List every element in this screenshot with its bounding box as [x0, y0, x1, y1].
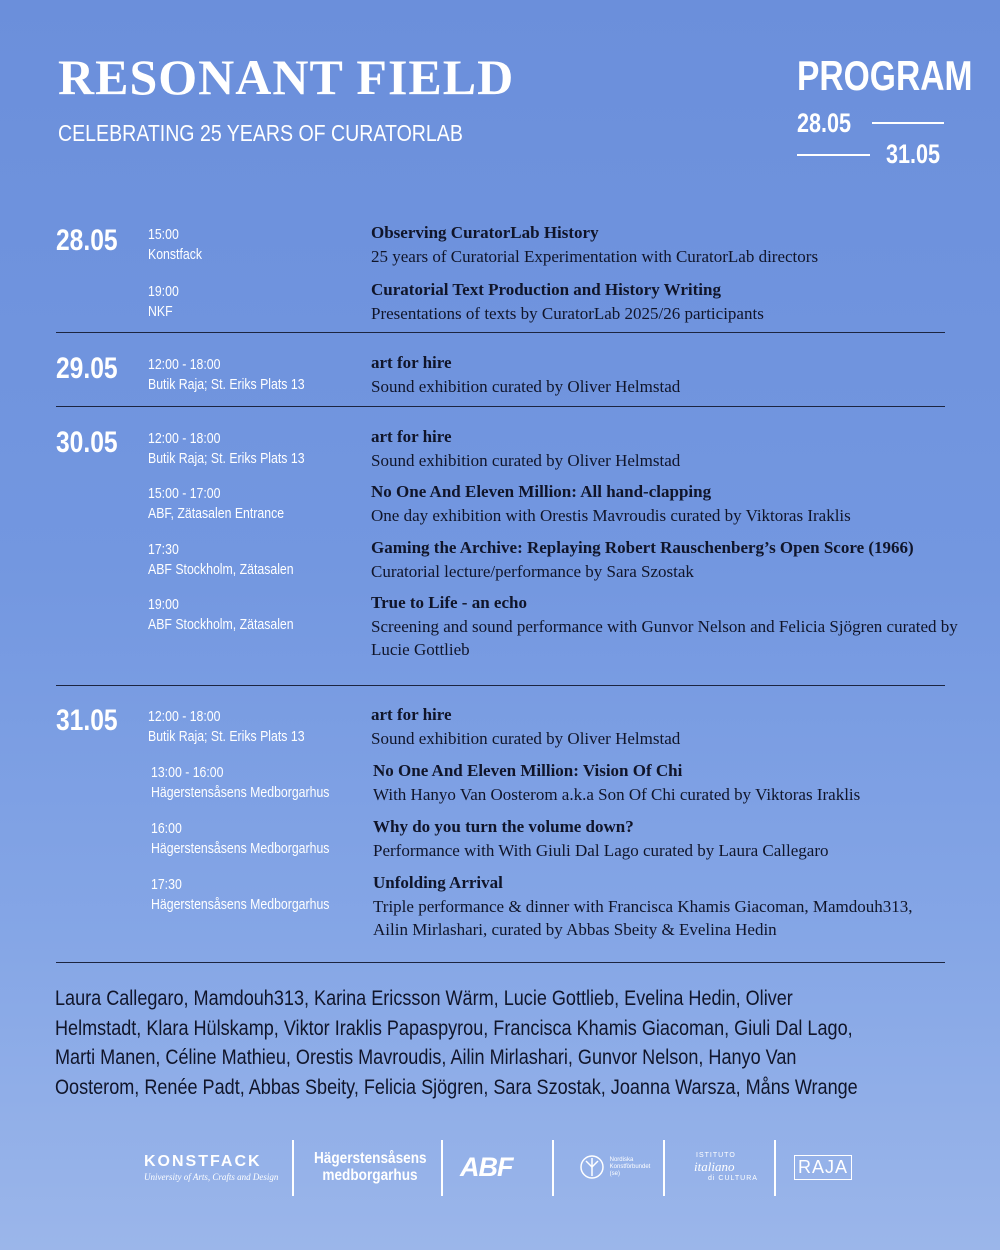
nkf-logo	[574, 1136, 654, 1198]
konstfack-wordmark: KONSTFACK	[144, 1152, 262, 1170]
event-time: 17:30	[151, 876, 182, 893]
event-title: No One And Eleven Million: All hand-clapping	[371, 482, 712, 501]
event-title: Gaming the Archive: Replaying Robert Rauschenberg’s Open Score (1966)	[371, 538, 914, 557]
istituto-italiano-logo	[684, 1136, 759, 1198]
day-divider	[56, 406, 945, 407]
raja-logo	[794, 1136, 854, 1198]
nkf-line-1: Nordiska	[609, 1156, 634, 1163]
participants-divider	[56, 962, 945, 963]
event-description: 25 years of Curatorial Experimentation with CuratorLab directors	[371, 247, 819, 266]
raja-wordmark: RAJA	[794, 1155, 852, 1180]
event-place: ABF Stockholm, Zätasalen	[148, 561, 294, 578]
program-date-to: 31.05	[886, 139, 941, 169]
logo-separator	[774, 1140, 776, 1196]
day-divider	[56, 685, 945, 686]
event-place: ABF Stockholm, Zätasalen	[148, 616, 294, 633]
participants-list: Laura Callegaro, Mamdouh313, Karina Ericsson Wärm, Lucie Gottlieb, Evelina Hedin, Oliver Helmstadt, Klara Hülskamp, Viktor Iraklis Papaspyrou, Francisca Khamis Giacoman, Giuli Dal Lago, Marti Manen, Céline Mathieu, Orestis Mavroudis, Ailin Mirlashari, Gunvor Nelson, Hanyo Van Oosterom, Renée Padt, Abbas Sbeity, Felicia Sjögren, Sara Szostak, Joanna Warsza, Måns Wrange	[55, 987, 858, 1099]
event-title: art for hire	[371, 705, 452, 724]
event-title: art for hire	[371, 427, 452, 446]
event-time: 12:00 - 18:00	[148, 708, 221, 725]
event-description: Sound exhibition curated by Oliver Helmstad	[371, 729, 681, 748]
event-description: Screening and sound performance with Gunvor Nelson and Felicia Sjögren curated by Lucie Gottlieb	[371, 617, 958, 659]
logo-separator	[292, 1140, 294, 1196]
event-title: Why do you turn the volume down?	[373, 817, 634, 836]
event-place: Hägerstensåsens Medborgarhus	[151, 840, 330, 857]
event-description: Sound exhibition curated by Oliver Helmstad	[371, 451, 681, 470]
event-description: Curatorial lecture/performance by Sara Szostak	[371, 562, 694, 581]
logo-separator	[552, 1140, 554, 1196]
event-time: 19:00	[148, 596, 179, 613]
event-place: Butik Raja; St. Eriks Plats 13	[148, 450, 305, 467]
event-title: Observing CuratorLab History	[371, 223, 599, 242]
event-place: Konstfack	[148, 246, 203, 263]
event-place: NKF	[148, 303, 173, 320]
event-description: Performance with With Giuli Dal Lago curated by Laura Callegaro	[373, 841, 829, 860]
partner-logos	[0, 1136, 1000, 1198]
program-divider-top	[872, 122, 944, 124]
hager-line-1: Hägerstensåsens	[313, 1150, 427, 1167]
konstfack-tagline: University of Arts, Crafts and Design	[144, 1171, 279, 1182]
event-time: 12:00 - 18:00	[148, 356, 221, 373]
event-title: Unfolding Arrival	[373, 873, 503, 892]
iic-line-2: italiano	[694, 1159, 735, 1174]
event-description: With Hanyo Van Oosterom a.k.a Son Of Chi curated by Viktoras Iraklis	[373, 785, 861, 804]
iic-line-1: ISTITUTO	[696, 1152, 736, 1159]
event-place: ABF, Zätasalen Entrance	[148, 505, 285, 522]
event-title: True to Life - an echo	[371, 593, 527, 612]
program-divider-bottom	[797, 154, 870, 156]
day-date: 30.05	[56, 426, 118, 459]
event-place: Hägerstensåsens Medborgarhus	[151, 896, 330, 913]
iic-line-3: di CULTURA	[708, 1175, 758, 1182]
page-title: RESONANT FIELD	[58, 49, 515, 105]
day-date: 28.05	[56, 224, 118, 257]
program-label: PROGRAM	[797, 52, 973, 99]
event-description: Triple performance & dinner with Francisca Khamis Giacoman, Mamdouh313, Ailin Mirlashari, curated by Abbas Sbeity & Evelina Hedin	[373, 897, 913, 939]
nkf-emblem-icon	[578, 1153, 606, 1181]
hagerstensasens-logo	[310, 1136, 430, 1198]
event-description: Sound exhibition curated by Oliver Helmstad	[371, 377, 681, 396]
abf-wordmark: ABF	[460, 1151, 513, 1182]
event-time: 12:00 - 18:00	[148, 430, 221, 447]
event-time: 15:00	[148, 226, 179, 243]
program-date-from: 28.05	[797, 108, 852, 138]
event-time: 17:30	[148, 541, 179, 558]
day-date: 31.05	[56, 704, 118, 737]
event-time: 19:00	[148, 283, 179, 300]
abf-logo	[460, 1136, 530, 1198]
konstfack-logo	[144, 1136, 279, 1198]
day-date: 29.05	[56, 352, 118, 385]
event-place: Hägerstensåsens Medborgarhus	[151, 784, 330, 801]
event-time: 15:00 - 17:00	[148, 485, 221, 502]
event-time: 13:00 - 16:00	[151, 764, 224, 781]
event-time: 16:00	[151, 820, 182, 837]
event-title: No One And Eleven Million: Vision Of Chi	[373, 761, 683, 780]
hager-line-2: medborgarhus	[322, 1167, 418, 1184]
day-divider	[56, 332, 945, 333]
logo-separator	[663, 1140, 665, 1196]
logo-separator	[441, 1140, 443, 1196]
event-description: One day exhibition with Orestis Mavroudis curated by Viktoras Iraklis	[371, 506, 851, 525]
event-place: Butik Raja; St. Eriks Plats 13	[148, 376, 305, 393]
event-description: Presentations of texts by CuratorLab 2025/26 participants	[371, 304, 764, 323]
page-subtitle: CELEBRATING 25 YEARS OF CURATORLAB	[58, 120, 463, 146]
nkf-line-2: Konstförbundet	[609, 1163, 651, 1170]
event-place: Butik Raja; St. Eriks Plats 13	[148, 728, 305, 745]
event-title: art for hire	[371, 353, 452, 372]
event-title: Curatorial Text Production and History Writing	[371, 280, 721, 299]
nkf-line-3: (se)	[609, 1170, 620, 1177]
